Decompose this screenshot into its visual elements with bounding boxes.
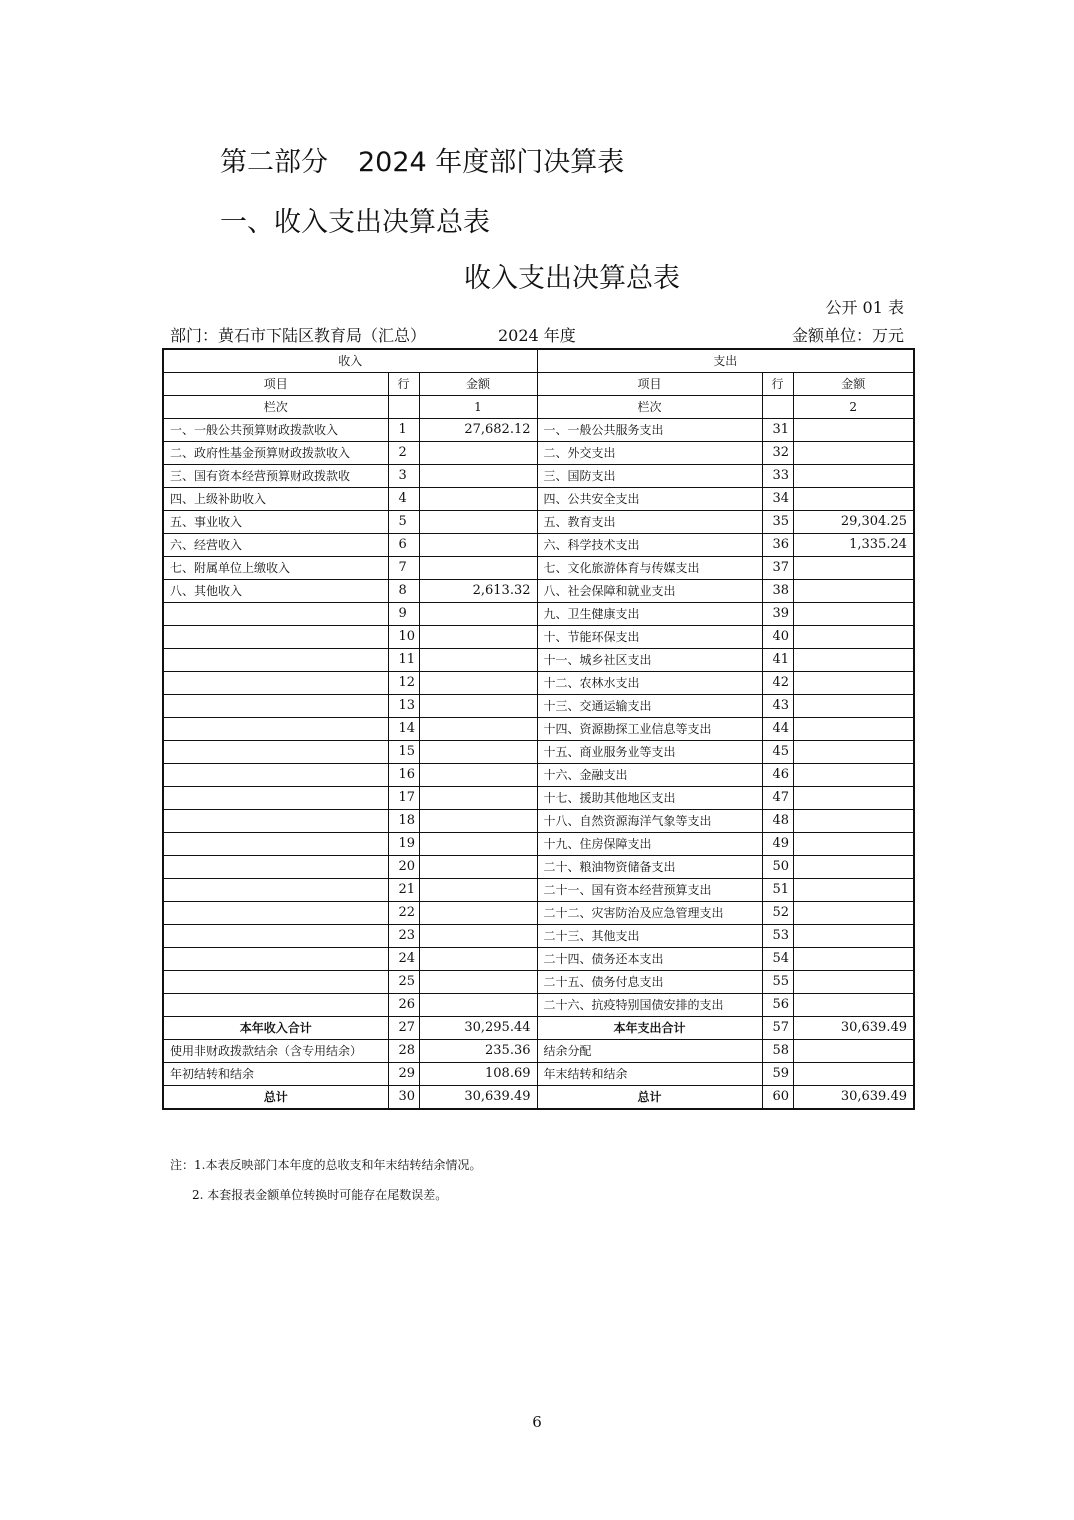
income-item-name [163,856,388,879]
header-row-sections [163,349,914,373]
income-line-number: 26 [388,994,419,1017]
table-meta [170,323,904,345]
expense-line-number: 50 [762,856,793,879]
income-amount: 30,295.44 [419,1017,537,1040]
table-row [163,833,914,856]
expense-amount: 29,304.25 [793,511,914,534]
table-row [163,603,914,626]
income-item-name [163,948,388,971]
table-row [163,994,914,1017]
income-line-header: 行 [388,373,419,396]
expense-line-number: 52 [762,902,793,925]
expense-line-number: 56 [762,994,793,1017]
income-item-name: 年初结转和结余 [163,1063,388,1086]
note-2: 2. 本套报表金额单位转换时可能存在尾数误差。 [192,1188,448,1202]
expense-amount [793,718,914,741]
income-item-header: 项目 [163,373,388,396]
expense-item-name: 十二、农林水支出 [537,672,762,695]
income-amount [419,557,537,580]
income-amount [419,879,537,902]
expense-item-name: 八、社会保障和就业支出 [537,580,762,603]
expense-item-name: 二、外交支出 [537,442,762,465]
income-line-number: 2 [388,442,419,465]
expense-amount [793,626,914,649]
year-title: 2024 年度部门决算表 [358,147,625,178]
expense-line-number: 43 [762,695,793,718]
income-item-name: 四、上级补助收入 [163,488,388,511]
income-line-number: 1 [388,419,419,442]
expense-item-name: 五、教育支出 [537,511,762,534]
income-amount: 2,613.32 [419,580,537,603]
expense-item-name: 二十六、抗疫特别国债安排的支出 [537,994,762,1017]
expense-line-number: 33 [762,465,793,488]
income-column-index: 1 [419,396,537,419]
expense-item-name: 十六、金融支出 [537,764,762,787]
income-item-name: 六、经营收入 [163,534,388,557]
income-line-number: 21 [388,879,419,902]
income-item-name [163,787,388,810]
expense-line-number: 36 [762,534,793,557]
expense-line-number: 53 [762,925,793,948]
expense-line-number: 46 [762,764,793,787]
income-item-name [163,672,388,695]
expense-item-name: 二十、粮油物资储备支出 [537,856,762,879]
expense-item-name: 十三、交通运输支出 [537,695,762,718]
expense-item-name: 七、文化旅游体育与传媒支出 [537,557,762,580]
expense-amount [793,994,914,1017]
income-line-number: 5 [388,511,419,534]
expense-amount [793,488,914,511]
expense-header: 支出 [537,349,914,373]
income-item-name: 使用非财政拨款结余（含专用结余） [163,1040,388,1063]
income-line-number: 9 [388,603,419,626]
expense-amount [793,948,914,971]
table-row [163,718,914,741]
expense-amount [793,925,914,948]
income-item-name [163,718,388,741]
expense-amount [793,971,914,994]
expense-item-name: 四、公共安全支出 [537,488,762,511]
table-row [163,902,914,925]
income-item-name [163,695,388,718]
income-line-number: 27 [388,1017,419,1040]
table-row [163,649,914,672]
income-header: 收入 [163,349,537,373]
table-row [163,1063,914,1086]
expense-line-number: 49 [762,833,793,856]
expense-line-number: 44 [762,718,793,741]
expense-amount: 1,335.24 [793,534,914,557]
expense-item-name: 六、科学技术支出 [537,534,762,557]
expense-amount [793,787,914,810]
income-item-name [163,994,388,1017]
expense-line-number: 57 [762,1017,793,1040]
income-amount [419,718,537,741]
income-item-name [163,741,388,764]
income-line-number: 17 [388,787,419,810]
expense-line-number: 55 [762,971,793,994]
expense-line-number: 38 [762,580,793,603]
header-row-columns [163,373,914,396]
unit-label: 金额单位：万元 [791,326,904,345]
table-row [163,672,914,695]
income-amount [419,649,537,672]
expense-amount [793,442,914,465]
expense-line-number: 47 [762,787,793,810]
income-item-name [163,810,388,833]
expense-amount [793,833,914,856]
income-line-number: 24 [388,948,419,971]
income-item-name [163,971,388,994]
table-row [163,695,914,718]
income-line-number: 12 [388,672,419,695]
expense-line-number: 31 [762,419,793,442]
income-line-number: 29 [388,1063,419,1086]
income-item-name: 一、一般公共预算财政拨款收入 [163,419,388,442]
expense-line-number: 32 [762,442,793,465]
income-line-number: 22 [388,902,419,925]
expense-item-name: 二十一、国有资本经营预算支出 [537,879,762,902]
note-1: 注：1.本表反映部门本年度的总收支和年末结转结余情况。 [170,1158,482,1172]
table-row [163,580,914,603]
expense-amount [793,1040,914,1063]
table-row [163,925,914,948]
income-line-number: 6 [388,534,419,557]
income-item-name: 本年收入合计 [163,1017,388,1040]
expense-line-number: 58 [762,1040,793,1063]
income-line-number: 23 [388,925,419,948]
year-label: 2024 年度 [498,326,576,345]
expense-line-number: 51 [762,879,793,902]
expense-amount [793,580,914,603]
income-amount [419,626,537,649]
expense-amount [793,603,914,626]
table-row [163,419,914,442]
table-row [163,442,914,465]
expense-item-name: 三、国防支出 [537,465,762,488]
income-item-name [163,833,388,856]
expense-item-name: 结余分配 [537,1040,762,1063]
table-row [163,488,914,511]
income-amount [419,856,537,879]
income-item-name: 八、其他收入 [163,580,388,603]
expense-item-name: 一、一般公共服务支出 [537,419,762,442]
expense-item-name: 十、节能环保支出 [537,626,762,649]
income-line-number: 8 [388,580,419,603]
expense-line-number: 37 [762,557,793,580]
total-row [163,1086,914,1110]
table-row [163,787,914,810]
expense-amount [793,879,914,902]
expense-line-header: 行 [762,373,793,396]
income-amount [419,925,537,948]
expense-line-number: 34 [762,488,793,511]
expense-amount [793,764,914,787]
income-item-name [163,925,388,948]
expense-line-number: 60 [762,1086,793,1110]
table-row [163,465,914,488]
income-line-number: 18 [388,810,419,833]
expense-amount [793,1063,914,1086]
expense-item-name: 二十五、债务付息支出 [537,971,762,994]
income-amount [419,672,537,695]
expense-item-name: 十八、自然资源海洋气象等支出 [537,810,762,833]
income-amount [419,695,537,718]
income-item-name [163,626,388,649]
expense-item-name: 二十二、灾害防治及应急管理支出 [537,902,762,925]
expense-amount [793,465,914,488]
header-row-column-index [163,396,914,419]
income-amount [419,442,537,465]
table-number: 公开 01 表 [825,298,904,317]
page-number: 6 [532,1413,542,1431]
expense-item-name: 十四、资源勘探工业信息等支出 [537,718,762,741]
expense-amount: 30,639.49 [793,1017,914,1040]
table-title: 收入支出决算总表 [464,263,680,294]
income-amount [419,511,537,534]
income-amount [419,741,537,764]
table-row [163,810,914,833]
income-item-name [163,649,388,672]
income-amount: 30,639.49 [419,1086,537,1110]
expense-line-number: 48 [762,810,793,833]
income-line-number: 15 [388,741,419,764]
expense-line-number: 35 [762,511,793,534]
expense-amount-header: 金额 [793,373,914,396]
expense-item-name: 二十三、其他支出 [537,925,762,948]
expense-amount [793,856,914,879]
income-item-name: 三、国有资本经营预算财政拨款收 [163,465,388,488]
income-amount [419,971,537,994]
expense-amount [793,557,914,580]
table-row [163,626,914,649]
income-line-number: 20 [388,856,419,879]
expense-amount [793,902,914,925]
income-amount [419,902,537,925]
income-line-number: 11 [388,649,419,672]
table-row [163,856,914,879]
expense-item-header: 项目 [537,373,762,396]
expense-item-name: 九、卫生健康支出 [537,603,762,626]
expense-amount [793,649,914,672]
income-line-number: 30 [388,1086,419,1110]
expense-item-name: 年末结转和结余 [537,1063,762,1086]
table-row [163,948,914,971]
expense-line-number: 54 [762,948,793,971]
income-line-number: 25 [388,971,419,994]
expense-amount [793,741,914,764]
expense-column-index: 2 [793,396,914,419]
income-amount-header: 金额 [419,373,537,396]
department-label: 部门：黄石市下陆区教育局（汇总） [170,326,427,345]
expense-line-number: 45 [762,741,793,764]
table-row [163,879,914,902]
expense-column-blank [762,396,793,419]
expense-line-number: 41 [762,649,793,672]
expense-amount [793,672,914,695]
income-column-label: 栏次 [163,396,388,419]
income-line-number: 7 [388,557,419,580]
income-item-name [163,764,388,787]
income-item-name: 五、事业收入 [163,511,388,534]
expense-amount [793,419,914,442]
income-item-name [163,603,388,626]
income-amount [419,810,537,833]
table-row [163,741,914,764]
expense-line-number: 59 [762,1063,793,1086]
income-amount [419,534,537,557]
income-amount [419,764,537,787]
income-item-name: 总计 [163,1086,388,1110]
expense-line-number: 39 [762,603,793,626]
income-amount [419,787,537,810]
income-amount [419,833,537,856]
income-line-number: 13 [388,695,419,718]
income-line-number: 4 [388,488,419,511]
expense-amount: 30,639.49 [793,1086,914,1110]
expense-amount [793,695,914,718]
income-expense-table [162,348,915,1110]
income-amount [419,488,537,511]
expense-item-name: 二十四、债务还本支出 [537,948,762,971]
section-heading: 一、收入支出决算总表 [220,207,490,238]
income-line-number: 10 [388,626,419,649]
expense-column-label: 栏次 [537,396,762,419]
income-item-name: 二、政府性基金预算财政拨款收入 [163,442,388,465]
table-row [163,764,914,787]
income-amount [419,603,537,626]
income-amount: 108.69 [419,1063,537,1086]
table-row [163,557,914,580]
income-column-blank [388,396,419,419]
income-line-number: 3 [388,465,419,488]
expense-item-name: 本年支出合计 [537,1017,762,1040]
expense-item-name: 十五、商业服务业等支出 [537,741,762,764]
expense-item-name: 十一、城乡社区支出 [537,649,762,672]
subtotal-row [163,1017,914,1040]
income-item-name [163,879,388,902]
expense-item-name: 十七、援助其他地区支出 [537,787,762,810]
expense-item-name: 总计 [537,1086,762,1110]
income-amount [419,948,537,971]
table-row [163,971,914,994]
expense-line-number: 42 [762,672,793,695]
table-row [163,1040,914,1063]
income-amount [419,994,537,1017]
income-line-number: 14 [388,718,419,741]
income-amount: 235.36 [419,1040,537,1063]
income-amount [419,465,537,488]
part-heading [220,140,624,179]
income-line-number: 28 [388,1040,419,1063]
income-line-number: 19 [388,833,419,856]
expense-item-name: 十九、住房保障支出 [537,833,762,856]
table-row [163,511,914,534]
expense-line-number: 40 [762,626,793,649]
income-amount: 27,682.12 [419,419,537,442]
notes [170,1150,481,1210]
part-label: 第二部分 [220,147,328,178]
table-row [163,534,914,557]
income-item-name [163,902,388,925]
expense-amount [793,810,914,833]
income-item-name: 七、附属单位上缴收入 [163,557,388,580]
income-line-number: 16 [388,764,419,787]
